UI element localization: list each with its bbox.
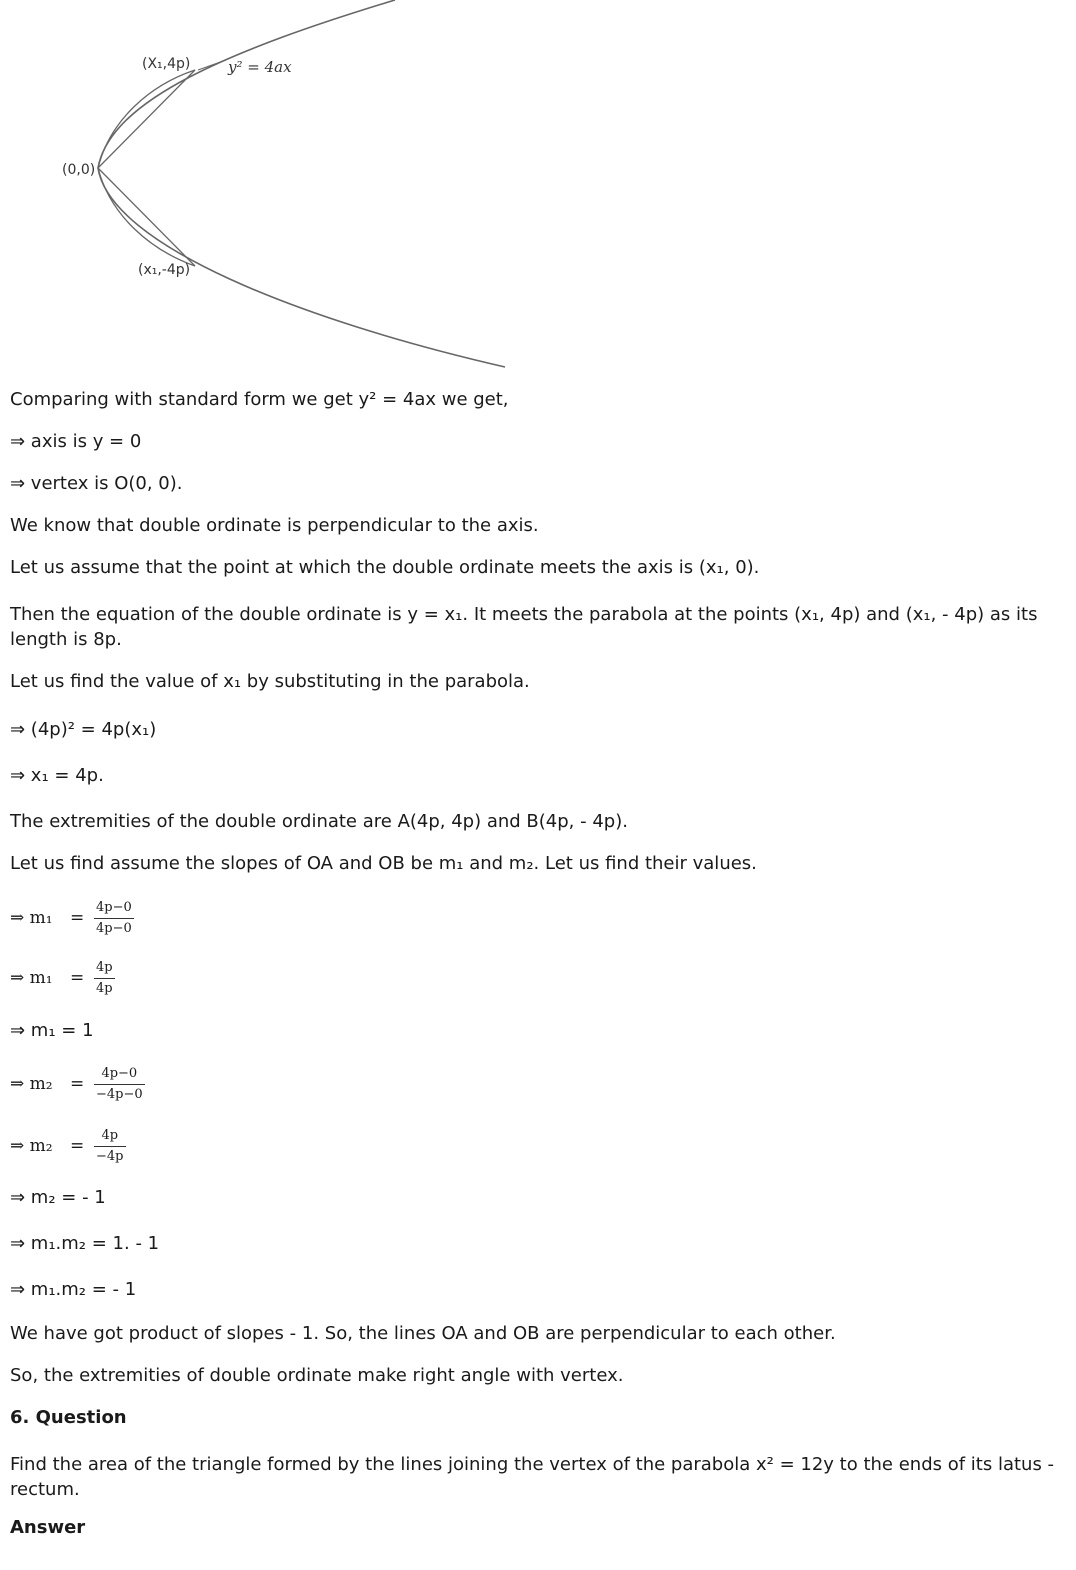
text-substitution-1: ⇒ (4p)² = 4p(x₁) xyxy=(10,719,157,740)
fraction-equals: = xyxy=(70,1074,85,1094)
parabola-diagram xyxy=(0,0,560,380)
denominator: 4p xyxy=(96,981,113,996)
denominator: −4p xyxy=(96,1149,124,1164)
fraction-lhs: ⇒ m₁ xyxy=(10,968,53,988)
line-oa xyxy=(98,70,195,168)
fraction-equals: = xyxy=(70,1136,85,1156)
text-assume: Let us assume that the point at which the double ordinate meets the axis is (x₁, 0). xyxy=(10,557,760,578)
fraction xyxy=(94,1126,126,1167)
label-origin: (0,0) xyxy=(62,162,96,178)
text-product-2: ⇒ m₁.m₂ = - 1 xyxy=(10,1279,137,1300)
text-conclusion-1: We have got product of slopes - 1. So, the lines OA and OB are perpendicular to each other. xyxy=(10,1323,836,1344)
text-extremities: The extremities of the double ordinate are A(4p, 4p) and B(4p, - 4p). xyxy=(10,811,628,832)
numerator: 4p−0 xyxy=(94,898,134,919)
parabola-figure xyxy=(0,0,560,380)
text-slopes: Let us find assume the slopes of OA and OB be m₁ and m₂. Let us find their values. xyxy=(10,853,757,874)
denominator: −4p−0 xyxy=(96,1087,143,1102)
text-m1-result: ⇒ m₁ = 1 xyxy=(10,1020,94,1041)
fraction-lhs: ⇒ m₂ xyxy=(10,1136,53,1156)
text-product-1: ⇒ m₁.m₂ = 1. - 1 xyxy=(10,1233,160,1254)
fraction-equals: = xyxy=(70,968,85,988)
text-conclusion-2: So, the extremities of double ordinate make right angle with vertex. xyxy=(10,1365,624,1386)
label-equation: y² = 4ax xyxy=(228,58,292,76)
text-vertex: ⇒ vertex is O(0, 0). xyxy=(10,473,183,494)
text-comparing: Comparing with standard form we get y² = 4ax we get, xyxy=(10,389,509,410)
fraction-equals: = xyxy=(70,908,85,928)
numerator: 4p xyxy=(94,958,115,979)
label-point-a: (X₁,4p) xyxy=(142,56,191,72)
text-substitution-2: ⇒ x₁ = 4p. xyxy=(10,765,104,786)
label-leader xyxy=(198,60,226,70)
text-perpendicular: We know that double ordinate is perpendicular to the axis. xyxy=(10,515,539,536)
denominator: 4p−0 xyxy=(96,921,132,936)
text-then: Then the equation of the double ordinate is y = x₁. It meets the parabola at the points (x₁, 4p) and (x₁, - 4p) as its length is 8p. xyxy=(10,604,1038,650)
numerator: 4p xyxy=(94,1126,126,1147)
text-m2-result: ⇒ m₂ = - 1 xyxy=(10,1187,106,1208)
fraction-lhs: ⇒ m₂ xyxy=(10,1074,53,1094)
answer-heading: Answer xyxy=(10,1517,86,1538)
fraction xyxy=(94,958,115,999)
fraction-lhs: ⇒ m₁ xyxy=(10,908,53,928)
fraction xyxy=(94,1064,145,1105)
label-point-b: (x₁,-4p) xyxy=(138,262,191,278)
line-ob xyxy=(98,168,195,266)
text-find-x1: Let us find the value of x₁ by substituting in the parabola. xyxy=(10,671,530,692)
question-text: Find the area of the triangle formed by the lines joining the vertex of the parabola x² = 12y to the ends of its latus - rectum. xyxy=(10,1454,1055,1500)
text-axis: ⇒ axis is y = 0 xyxy=(10,431,142,452)
question-heading: 6. Question xyxy=(10,1407,127,1428)
fraction xyxy=(94,898,134,939)
numerator: 4p−0 xyxy=(94,1064,145,1085)
